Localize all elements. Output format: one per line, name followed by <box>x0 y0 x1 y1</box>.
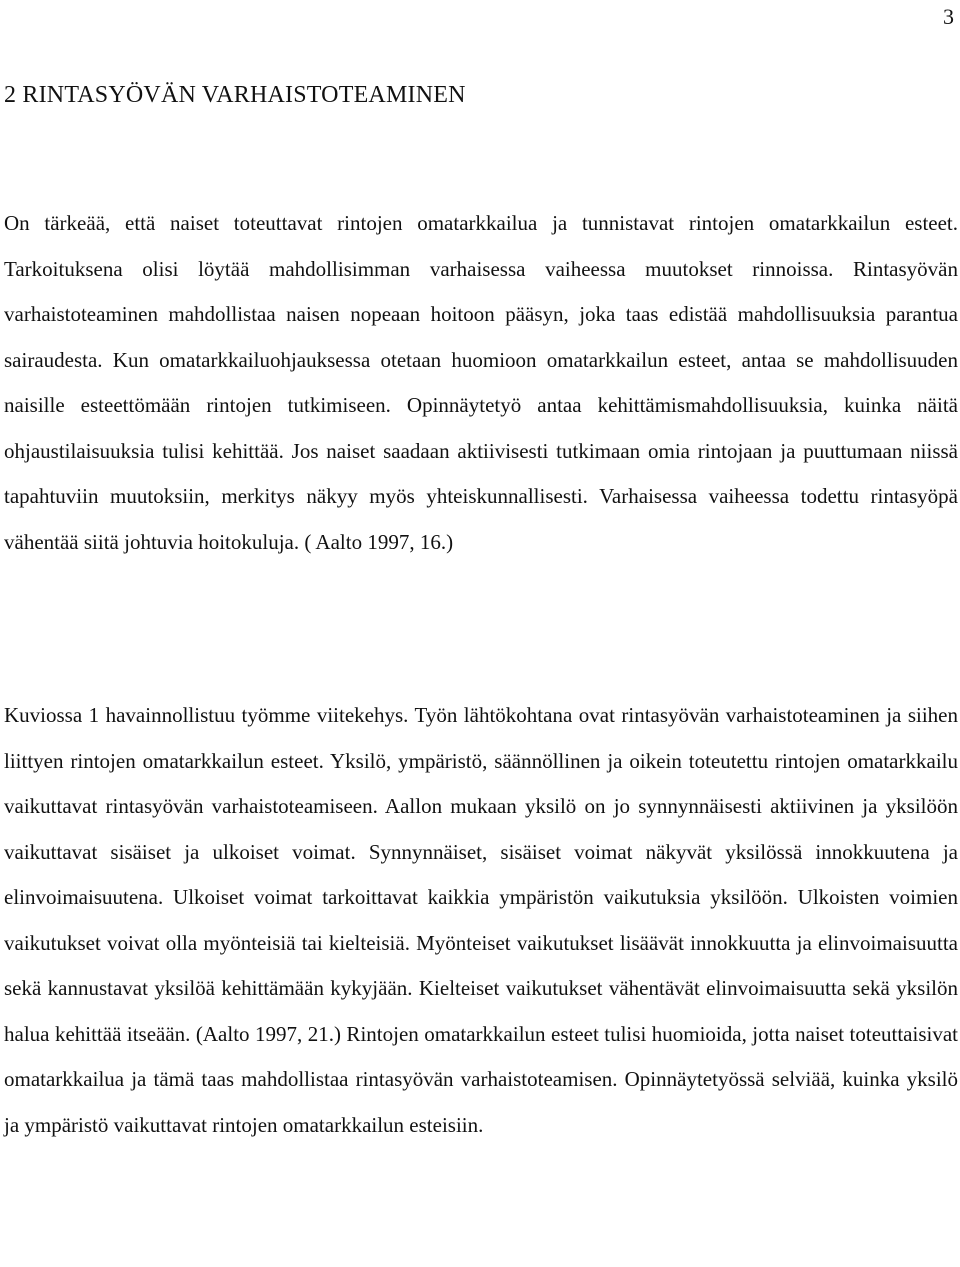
body-paragraph-1: On tärkeää, että naiset toteuttavat rintojen omatarkkailua ja tunnistavat rintojen omatarkkailun esteet. Tarkoituksena olisi löytää mahdollisimman varhaisessa vaiheessa muutokset rinnoissa. Rintasyövän varhaistoteaminen mahdollistaa naisen nopeaan hoitoon pääsyn, joka taas edistää mahdollisuuksia parantua sairaudesta. Kun omatarkkailuohjauksessa otetaan huomioon omatarkkailun esteet, antaa se mahdollisuuden naisille esteettömään rintojen tutkimiseen. Opinnäytetyö antaa kehittämismahdollisuuksia, kuinka näitä ohjaustilaisuuksia tulisi kehittää. Jos naiset saadaan aktiivisesti tutkimaan omia rintojaan ja puuttumaan niissä tapahtuviin muutoksiin, merkitys näkyy myös yhteiskunnallisesti. Varhaisessa vaiheessa todettu rintasyöpä vähentää siitä johtuvia hoitokuluja. ( Aalto 1997, 16.) <box>4 211 958 554</box>
page-number: 3 <box>943 4 954 29</box>
chapter-heading: 2 RINTASYÖVÄN VARHAISTOTEAMINEN <box>4 82 466 108</box>
body-paragraph-2: Kuviossa 1 havainnollistuu työmme viitekehys. Työn lähtökohtana ovat rintasyövän varhaistoteaminen ja siihen liittyen rintojen omatarkkailun esteet. Yksilö, ympäristö, säännöllinen ja oikein toteutettu rintojen omatarkkailu vaikuttavat rintasyövän varhaistoteamiseen. Aallon mukaan yksilö on jo synnynnäisesti aktiivinen ja yksilöön vaikuttavat sisäiset ja ulkoiset voimat. Synnynnäiset, sisäiset voimat näkyvät yksilössä innokkuutena ja elinvoimaisuutena. Ulkoiset voimat tarkoittavat kaikkia ympäristön vaikutuksia yksilöön. Ulkoisten voimien vaikutukset voivat olla myönteisiä tai kielteisiä. Myönteiset vaikutukset lisäävät innokkuutta ja elinvoimaisuutta sekä kannustavat yksilöä kehittämään kykyjään. Kielteiset vaikutukset vähentävät elinvoimaisuutta sekä yksilön halua kehittää itseään. (Aalto 1997, 21.) Rintojen omatarkkailun esteet tulisi huomioida, jotta naiset toteuttaisivat omatarkkailua ja tämä taas mahdollistaa rintasyövän varhaistoteamisen. Opinnäytetyössä selviää, kuinka yksilö ja ympäristö vaikuttavat rintojen omatarkkailun esteisiin. <box>4 703 958 1137</box>
